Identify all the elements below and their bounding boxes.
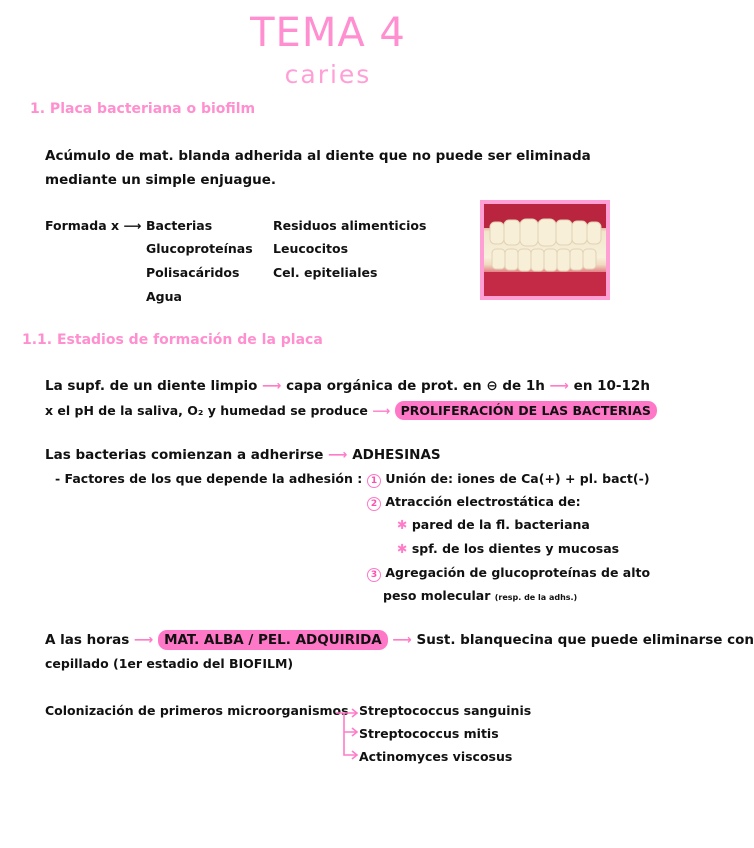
- page-subtitle: caries: [284, 60, 372, 89]
- factor-2a-text: pared de la fl. bacteriana: [411, 517, 590, 532]
- p3-text-b: Sust. blanquecina que puede eliminarse con: [416, 632, 754, 648]
- asterisk-icon: ✱: [397, 541, 408, 556]
- organism-item: Actinomyces viscosus: [359, 749, 513, 764]
- factor-2b-text: spf. de los dientes y mucosas: [411, 541, 620, 556]
- factor-1-text: Unión de: iones de Ca(+) + pl. bact(-): [385, 471, 650, 486]
- composition-item: Residuos alimenticios: [273, 218, 427, 233]
- composition-item: Agua: [146, 289, 182, 304]
- p1-text-b: capa orgánica de prot. en ⊖ de 1h: [286, 378, 545, 394]
- section-1-heading: 1. Placa bacteriana o biofilm: [30, 101, 256, 117]
- organism-item: Streptococcus sanguinis: [359, 703, 532, 718]
- arrow-right-icon: ⟶: [262, 378, 282, 394]
- p1-text-d: x el pH de la saliva, O₂ y humedad se produce: [45, 403, 368, 418]
- composition-item: Cel. epiteliales: [273, 265, 378, 280]
- arrow-right-icon: ⟶: [328, 447, 348, 463]
- teeth-photo: [480, 200, 610, 300]
- colonization-text: Colonización de primeros microorganismos: [45, 703, 349, 718]
- factor-2-text: Atracción electrostática de:: [385, 494, 581, 509]
- highlight-proliferacion: PROLIFERACIÓN DE LAS BACTERIAS: [395, 401, 657, 420]
- factor-1: [367, 471, 650, 488]
- organism-item: Streptococcus mitis: [359, 726, 499, 741]
- p2-text-a: Las bacterias comienzan a adherirse: [45, 447, 324, 463]
- arrow-right-icon: ⟶: [549, 378, 569, 394]
- section-1-line-2: mediante un simple enjuague.: [45, 172, 277, 188]
- section-1-1-heading: 1.1. Estadios de formación de la placa: [22, 332, 323, 348]
- page-title: TEMA 4: [250, 10, 406, 56]
- composition-item: Bacterias: [146, 218, 213, 233]
- adhesinas-label: ADHESINAS: [352, 447, 441, 463]
- factors-intro: - Factores de los que depende la adhesión :: [55, 471, 363, 486]
- p1-text-a: La supf. de un diente limpio: [45, 378, 258, 394]
- factor-3-text-b: peso molecular: [383, 588, 491, 603]
- paragraph-3-line-2: cepillado (1er estadio del BIOFILM): [45, 656, 294, 671]
- factor-3: [367, 565, 650, 582]
- composition-item: Leucocitos: [273, 241, 349, 256]
- factor-3-line-2: [383, 588, 577, 603]
- p3-text-a: A las horas: [45, 632, 130, 648]
- composition-item: Polisacáridos: [146, 265, 240, 280]
- formada-label: [45, 218, 141, 233]
- asterisk-icon: ✱: [397, 517, 408, 532]
- factor-2b: [397, 541, 619, 556]
- factor-3-text-a: Agregación de glucoproteínas de alto: [385, 565, 651, 580]
- arrow-right-icon: ⟶: [392, 632, 412, 648]
- p1-text-c: en 10-12h: [573, 378, 650, 394]
- paragraph-1-line-2: [45, 403, 657, 418]
- paragraph-2-line-1: [45, 447, 441, 463]
- factor-2a: [397, 517, 590, 532]
- arrow-right-icon: ⟶: [372, 403, 391, 418]
- bracket-arrows-icon: [334, 705, 360, 763]
- paragraph-3-line-1: [45, 632, 754, 648]
- teeth-illustration: [484, 204, 606, 296]
- factor-3-note: (resp. de la adhs.): [494, 593, 578, 602]
- composition-item: Glucoproteínas: [146, 241, 253, 256]
- factor-2: [367, 494, 581, 511]
- highlight-mat-alba: MAT. ALBA / PEL. ADQUIRIDA: [158, 630, 388, 650]
- number-badge-2: 2: [367, 497, 381, 511]
- number-badge-1: 1: [367, 474, 381, 488]
- paragraph-1-line-1: [45, 378, 650, 394]
- arrow-right-icon: ⟶: [123, 218, 142, 233]
- arrow-right-icon: ⟶: [134, 632, 154, 648]
- number-badge-3: 3: [367, 568, 381, 582]
- section-1-line-1: Acúmulo de mat. blanda adherida al diente que no puede ser eliminada: [45, 148, 591, 164]
- formada-text: Formada x: [45, 218, 120, 233]
